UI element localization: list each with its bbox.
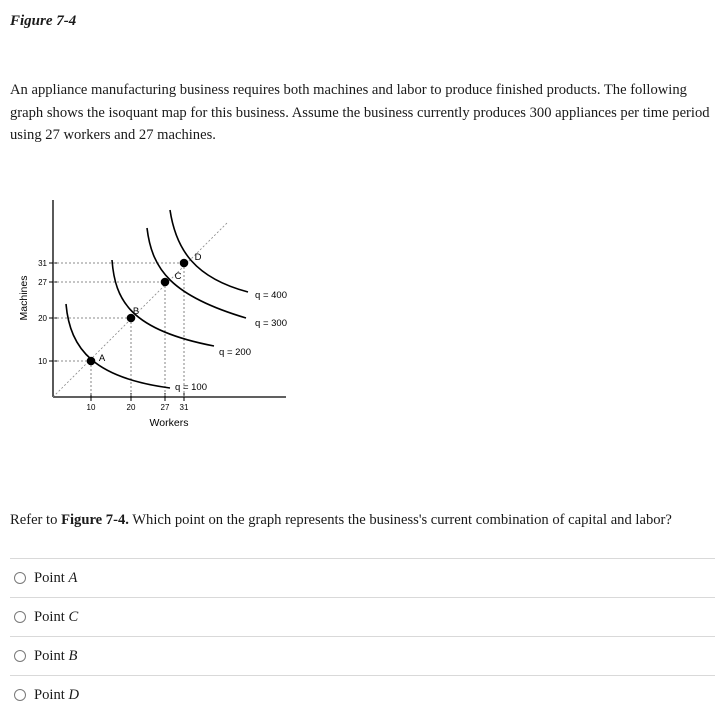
isoquant-label: q = 100 xyxy=(175,382,207,393)
point-label: A xyxy=(98,353,106,364)
option-point-b[interactable] xyxy=(10,636,715,675)
radio-button[interactable] xyxy=(14,689,26,701)
option-letter: C xyxy=(68,608,79,625)
figure-title: Figure 7-4 xyxy=(10,13,77,29)
radio-button[interactable] xyxy=(14,650,26,662)
option-label xyxy=(34,609,78,626)
option-letter: A xyxy=(68,569,78,586)
y-tick-label: 20 xyxy=(38,314,47,323)
y-tick-label: 10 xyxy=(38,357,47,366)
isoquant-curve xyxy=(147,228,246,318)
option-prefix: Point xyxy=(34,608,69,625)
expansion-path xyxy=(53,222,228,397)
x-tick-label: 31 xyxy=(179,403,189,412)
isoquant-label: q = 300 xyxy=(255,318,287,329)
question-prefix: Refer to xyxy=(10,512,62,528)
radio-button[interactable] xyxy=(14,572,26,584)
isoquant-curve xyxy=(170,210,248,292)
option-prefix: Point xyxy=(34,647,69,664)
isoquant-curve xyxy=(66,304,170,388)
y-tick-label: 31 xyxy=(38,259,47,268)
radio-button[interactable] xyxy=(14,611,26,623)
option-prefix: Point xyxy=(34,686,69,703)
point-label: C xyxy=(174,271,182,282)
point-marker xyxy=(161,278,170,287)
option-prefix: Point xyxy=(34,569,69,586)
x-tick-label: 10 xyxy=(86,403,96,412)
x-tick-label: 20 xyxy=(126,403,136,412)
isoquant-chart-svg xyxy=(0,180,718,450)
point-marker xyxy=(180,259,189,268)
answer-options xyxy=(10,558,715,714)
option-point-a[interactable] xyxy=(10,558,715,597)
option-label xyxy=(34,648,77,665)
y-axis-label: Machines xyxy=(18,275,30,321)
question-figure-ref: Figure 7-4. xyxy=(61,512,129,528)
option-label xyxy=(34,687,79,704)
question-body: Which point on the graph represents the business's current combination of capital and labor? xyxy=(128,512,672,528)
x-tick-label: 27 xyxy=(160,403,170,412)
isoquant-label: q = 400 xyxy=(255,290,287,301)
point-marker xyxy=(87,357,96,366)
point-label: B xyxy=(132,306,140,317)
option-point-c[interactable] xyxy=(10,597,715,636)
intro-paragraph: An appliance manufacturing business requires both machines and labor to produce finished products. The following graph shows the isoquant map for this business. Assume the business currently produces 300 appliances per time period using 27 workers and 27 machines. xyxy=(10,82,710,143)
isoquant-label: q = 200 xyxy=(219,347,251,358)
y-tick-label: 27 xyxy=(38,278,47,287)
question-text xyxy=(10,512,715,529)
option-letter: D xyxy=(68,686,80,703)
isoquant-graph xyxy=(0,180,718,450)
x-axis-label: Workers xyxy=(149,417,189,429)
option-point-d[interactable] xyxy=(10,675,715,714)
point-label: D xyxy=(194,252,202,263)
option-label xyxy=(34,570,77,587)
option-letter: B xyxy=(68,647,78,664)
